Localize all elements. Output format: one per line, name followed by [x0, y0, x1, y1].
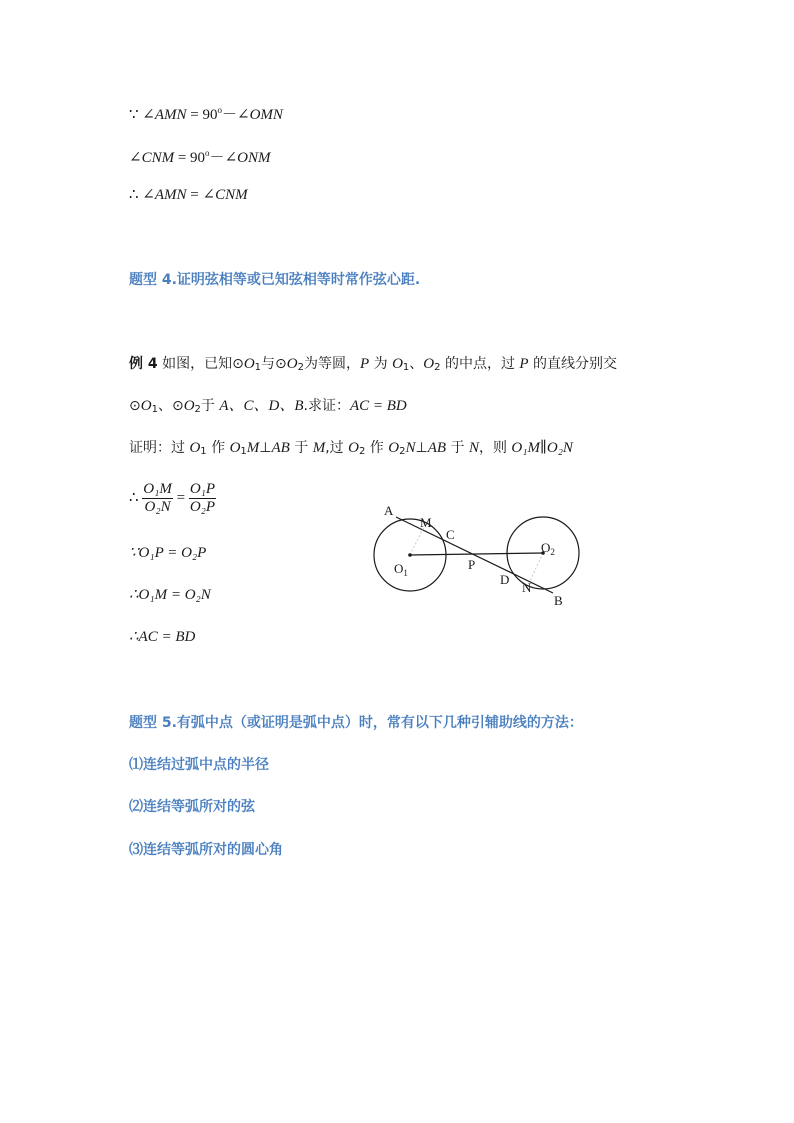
- point-o1: [408, 553, 412, 557]
- label-p: P: [468, 557, 476, 572]
- label-o1: $O_1$: [394, 561, 408, 578]
- proof-line: 证明：过 $O_1$ 作 $O_1M\perp AB$ 于 M,过 $O_2$ 作 $O_2N\perp AB$ 于 N，则 O₁M∥O₂N: [129, 440, 573, 457]
- perpendicular-o1m: [410, 527, 424, 555]
- proof-step-4: ∴AC = BD: [129, 629, 196, 645]
- two-circles-diagram: [360, 495, 600, 615]
- label-a: A: [384, 503, 394, 518]
- method-item-3: ⑶连结等弧所对的圆心角: [129, 842, 283, 858]
- method-item-1: ⑴连结过弧中点的半径: [129, 757, 269, 773]
- therefore-symbol: ∴: [129, 187, 143, 203]
- example-4-line-2: $⊙O_1$、$⊙O_2$于 A、C、D、B.求证：AC = BD: [129, 398, 407, 415]
- section-heading-4: 题型 4.证明弦相等或已知弦相等时常作弦心距.: [129, 272, 421, 288]
- derivation-line-1: ∵ ∠AMN = $90^o-\angle OMN$: [129, 105, 283, 123]
- fraction-step: ∴ $\frac{\text{O₁M}}{\text{O₂N}}$ = $\frac{\text{O₁P}}{\text{O₂P}}$: [129, 481, 216, 516]
- derivation-line-2: ∠CNM = $90^o-\angle ONM$: [129, 148, 271, 166]
- label-b: B: [554, 593, 563, 608]
- example-label: 例 4: [129, 356, 158, 372]
- method-item-2: ⑵连结等弧所对的弦: [129, 799, 255, 815]
- fraction-right: $\frac{\text{O₁P}}{\text{O₂P}}$: [189, 481, 216, 516]
- because-symbol: ∵: [129, 107, 143, 123]
- section-heading-5: 题型 5.有弧中点（或证明是弧中点）时，常有以下几种引辅助线的方法：: [129, 715, 583, 731]
- label-n: N: [522, 580, 532, 595]
- label-o2: $O_2$: [541, 540, 555, 557]
- label-c: C: [446, 527, 455, 542]
- fraction-left: $\frac{\text{O₁M}}{\text{O₂N}}$: [143, 481, 172, 516]
- proof-step-2: ∵O₁P = O₂P: [129, 545, 207, 561]
- label-d: D: [500, 572, 510, 587]
- perpendicular-o2n: [530, 553, 543, 581]
- proof-step-3: ∴O₁M = O₂N: [129, 587, 211, 603]
- example-4-line-1: 例 4 如图，已知$⊙O_1$与$⊙O_2$为等圆，P 为 $O_1$、$O_2$ 的中点，过 P 的直线分别交: [129, 356, 618, 373]
- label-m: M: [420, 515, 432, 530]
- derivation-line-3: ∴ ∠AMN = ∠CNM: [129, 187, 248, 203]
- center-line-o1o2: [410, 553, 543, 555]
